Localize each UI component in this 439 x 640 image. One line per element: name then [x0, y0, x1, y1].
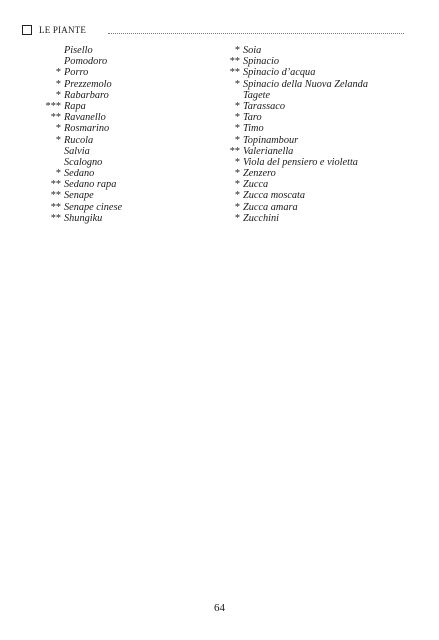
difficulty-marker: * [234, 168, 240, 180]
plant-name: Sedano rapa [64, 179, 117, 191]
plant-name: Timo [243, 123, 264, 135]
plant-list-item [30, 123, 122, 134]
difficulty-marker: * [55, 89, 61, 101]
difficulty-marker: * [55, 123, 61, 135]
plant-list-item [220, 157, 368, 168]
difficulty-marker: * [234, 201, 240, 213]
plant-name: Zucchini [243, 212, 280, 224]
plant-list-item [30, 90, 122, 101]
plant-name: Soia [243, 45, 262, 56]
difficulty-marker: * [234, 112, 240, 124]
difficulty-marker: ** [229, 56, 240, 68]
plant-name: Tagete [243, 89, 271, 101]
difficulty-marker: ** [50, 212, 61, 224]
plant-list-item [30, 179, 122, 190]
plant-name: Pomodoro [64, 56, 108, 68]
plant-list-left [30, 45, 122, 224]
plant-name: Shungiku [64, 212, 103, 224]
plant-name: Zucca [243, 179, 269, 191]
plant-name: Prezzemolo [64, 78, 112, 90]
plant-name: Spinacio [243, 56, 280, 68]
plant-list-item [220, 101, 368, 112]
checkbox-square-icon [22, 25, 32, 35]
plant-list-item [220, 168, 368, 179]
plant-name: Zenzero [243, 168, 276, 180]
plant-list-item [220, 90, 368, 101]
plant-list-right [220, 45, 368, 224]
difficulty-marker: * [55, 78, 61, 90]
plant-name: Taro [243, 112, 262, 124]
difficulty-marker: * [234, 123, 240, 135]
plant-name: Rosmarino [64, 123, 110, 135]
plant-name: Tarassaco [243, 100, 285, 112]
plant-list-item [220, 79, 368, 90]
difficulty-marker: * [234, 212, 240, 224]
difficulty-marker: * [234, 78, 240, 90]
plant-list-item [30, 67, 122, 78]
plant-name: Rabarbaro [64, 89, 109, 101]
difficulty-marker: ** [50, 179, 61, 191]
difficulty-marker: ** [50, 112, 61, 124]
plant-name: Viola del pensiero e violetta [243, 156, 358, 168]
plant-list-item [220, 112, 368, 123]
difficulty-marker: ** [50, 201, 61, 213]
plant-name: Senape cinese [64, 201, 123, 213]
plant-name: Zucca moscata [243, 190, 306, 202]
difficulty-marker: * [234, 100, 240, 112]
plant-list-item [220, 179, 368, 190]
difficulty-marker: * [234, 179, 240, 191]
difficulty-marker: * [55, 67, 61, 79]
plant-list-item [30, 112, 122, 123]
plant-name: Salvia [64, 145, 90, 157]
plant-name: Valerianella [243, 145, 294, 157]
difficulty-marker: * [234, 45, 240, 56]
plant-name: Scalogno [64, 156, 103, 168]
plant-list-item [30, 56, 122, 67]
plant-list-item [220, 56, 368, 67]
plant-list-item [30, 190, 122, 201]
difficulty-marker: * [55, 134, 61, 146]
dotted-rule [108, 33, 404, 34]
difficulty-marker: ** [229, 67, 240, 79]
plant-list-item [220, 190, 368, 201]
plant-name: Sedano [64, 168, 95, 180]
plant-name: Senape [64, 190, 94, 202]
difficulty-marker: *** [45, 100, 61, 112]
plant-list-item [30, 157, 122, 168]
difficulty-marker: * [234, 134, 240, 146]
plant-list-item [220, 213, 368, 224]
plant-list-item [30, 146, 122, 157]
difficulty-marker: * [55, 168, 61, 180]
plant-name: Zucca amara [243, 201, 298, 213]
plant-list-item [220, 123, 368, 134]
difficulty-marker: ** [229, 145, 240, 157]
section-title: LE PIANTE [39, 25, 87, 35]
plant-name: Porro [64, 67, 89, 79]
difficulty-marker: * [234, 156, 240, 168]
plant-list-item [30, 45, 122, 56]
plant-list-item [30, 79, 122, 90]
plant-list-item [30, 101, 122, 112]
plant-list-item [220, 67, 368, 78]
plant-name: Ravanello [64, 112, 106, 124]
plant-name: Topinambour [243, 134, 299, 146]
plant-name: Spinacio della Nuova Zelanda [243, 78, 368, 90]
plant-list-item [30, 213, 122, 224]
plant-name: Rucola [64, 134, 94, 146]
plant-list-item [30, 168, 122, 179]
plant-list-item [30, 135, 122, 146]
difficulty-marker: ** [50, 190, 61, 202]
plant-name: Pisello [64, 45, 93, 56]
plant-list-item [220, 45, 368, 56]
plant-name: Spinacio d’acqua [243, 67, 316, 79]
plant-list-item [220, 202, 368, 213]
difficulty-marker: * [234, 190, 240, 202]
plant-list-item [30, 202, 122, 213]
page-header [22, 24, 404, 38]
plant-list-item [220, 135, 368, 146]
plant-name: Rapa [64, 100, 86, 112]
plant-list-item [220, 146, 368, 157]
page-number: 64 [214, 602, 225, 614]
